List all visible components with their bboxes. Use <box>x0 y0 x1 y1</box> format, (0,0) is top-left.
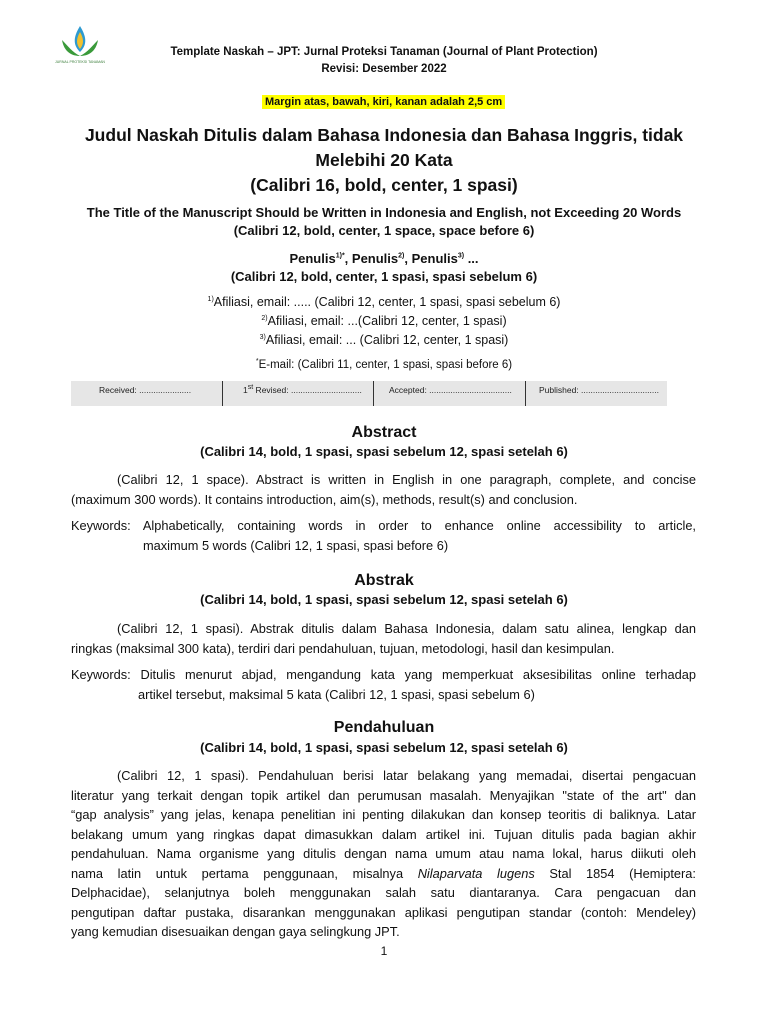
margin-note: Margin atas, bawah, kiri, kanan adalah 2,5 cm <box>262 95 505 109</box>
abstract-heading: Abstract <box>351 424 417 441</box>
pendahuluan-style-note: (Calibri 14, bold, 1 spasi, spasi sebelum 12, spasi setelah 6) <box>200 740 568 755</box>
line-with-species-name: nama latin untuk pertama penggunaan, misalnya Nilaparvata lugens Stal 1854 (Hemiptera: <box>71 865 696 881</box>
authors-line: Penulis$^{1)*}$, Penulis$^{2)}$, Penulis$^{3)}$ ... <box>289 251 479 266</box>
title-style-note: (Calibri 16, bold, center, 1 spasi) <box>250 175 518 195</box>
title-en-style: (Calibri 12, bold, center, 1 space, space before 6) <box>233 223 535 238</box>
accepted-field: Accepted: ................................... <box>389 385 512 395</box>
revision-date: Revisi: Desember 2022 <box>321 63 447 75</box>
page-number: 1 <box>380 944 388 958</box>
abstract-keywords: Keywords: Alphabetically, containing words in order to enhance online accessibility to article, maximum 5 words (Calibri 12, 1 spasi, spasi before 6) <box>71 518 696 553</box>
published-field: Published: ................................. <box>539 385 659 395</box>
title-line-2: Melebihi 20 Kata <box>315 150 453 170</box>
title-en: The Title of the Manuscript Should be Written in Indonesia and English, not Exceeding 20 Words <box>86 205 682 220</box>
corresponding-email: *E-mail: (Calibri 11, center, 1 spasi, spasi before 6) <box>255 358 513 371</box>
divider <box>373 381 374 406</box>
divider <box>222 381 223 406</box>
svg-text:JURNAL PROTEKSI TANAMAN: JURNAL PROTEKSI TANAMAN <box>55 60 105 64</box>
abstrak-paragraph: (Calibri 12, 1 spasi). Abstrak ditulis dalam Bahasa Indonesia, dalam satu alinea, lengkap dan ringkas (maksimal 300 kata), terdiri dari pendahuluan, tujuan, metodologi, hasil dan kesimpulan. <box>71 621 696 656</box>
abstract-style-note: (Calibri 14, bold, 1 spasi, spasi sebelum 12, spasi setelah 6) <box>200 444 568 459</box>
revised-field: 1st Revised: .............................. <box>243 384 362 395</box>
submission-dates-bar <box>71 381 667 406</box>
species-name: Nilaparvata lugens <box>417 865 535 881</box>
divider <box>525 381 526 406</box>
affiliation-3: $^{3)}$Afiliasi, email: ... (Calibri 12, center, 1 spasi) <box>259 333 509 347</box>
pendahuluan-heading: Pendahuluan <box>333 719 435 736</box>
pendahuluan-paragraph: (Calibri 12, 1 spasi). Pendahuluan berisi latar belakang yang memadai, disertai pengacuan literatur yang terkait dengan topik artikel dan perumusan masalah. Menyajikan "state of the art" dan “gap analysis” yang jelas, kenapa penelitian ini penting dilakukan dan konsep teoritis di baliknya. Latar belakang umum yang ringkas dapat dimasukkan dalam artikel ini. Tujuan ditulis pada bagian akhir pendahuluan. Nama organisme yang ditulis dengan nama umum atau nama lokal, harus diikuti oleh nama latin untuk pertama penggunaan, misalnya Nilaparvata lugens Stal 1854 (Hemiptera: Delphacidae), selanjutnya boleh menggunakan salah satu diantaranya. Cara pengacuan dan pengutipan daftar pustaka, disarankan menggunakan aplikasi pengutipan standar (contoh: Mendeley) yang kemudian disesuaikan dengan gaya selingkung JPT. <box>71 768 696 939</box>
title-line-1: Judul Naskah Ditulis dalam Bahasa Indonesia dan Bahasa Inggris, tidak <box>84 125 684 145</box>
affiliation-1: $^{1)}$Afiliasi, email: ..... (Calibri 12, center, 1 spasi, spasi sebelum 6) <box>207 295 561 309</box>
affiliation-2: $^{2)}$Afiliasi, email: ...(Calibri 12, center, 1 spasi) <box>261 314 507 328</box>
abstract-paragraph: (Calibri 12, 1 space). Abstract is written in English in one paragraph, complete, and concise (maximum 300 words). It contains introduction, aim(s), methods, result(s) and conclusion. <box>71 472 696 507</box>
abstrak-heading: Abstrak <box>354 572 414 589</box>
abstrak-keywords: Keywords: Ditulis menurut abjad, mengandung kata yang memperkuat aksesibilitas online terhadap artikel tersebut, maksimal 5 kata (Calibri 12, 1 spasi, spasi sebelum 6) <box>71 667 696 702</box>
template-header: Template Naskah – JPT: Jurnal Proteksi Tanaman (Journal of Plant Protection) <box>170 46 598 58</box>
authors-style: (Calibri 12, bold, center, 1 spasi, spasi sebelum 6) <box>230 269 538 284</box>
abstrak-style-note: (Calibri 14, bold, 1 spasi, spasi sebelum 12, spasi setelah 6) <box>200 592 568 607</box>
received-field: Received: ...................... <box>99 385 192 395</box>
